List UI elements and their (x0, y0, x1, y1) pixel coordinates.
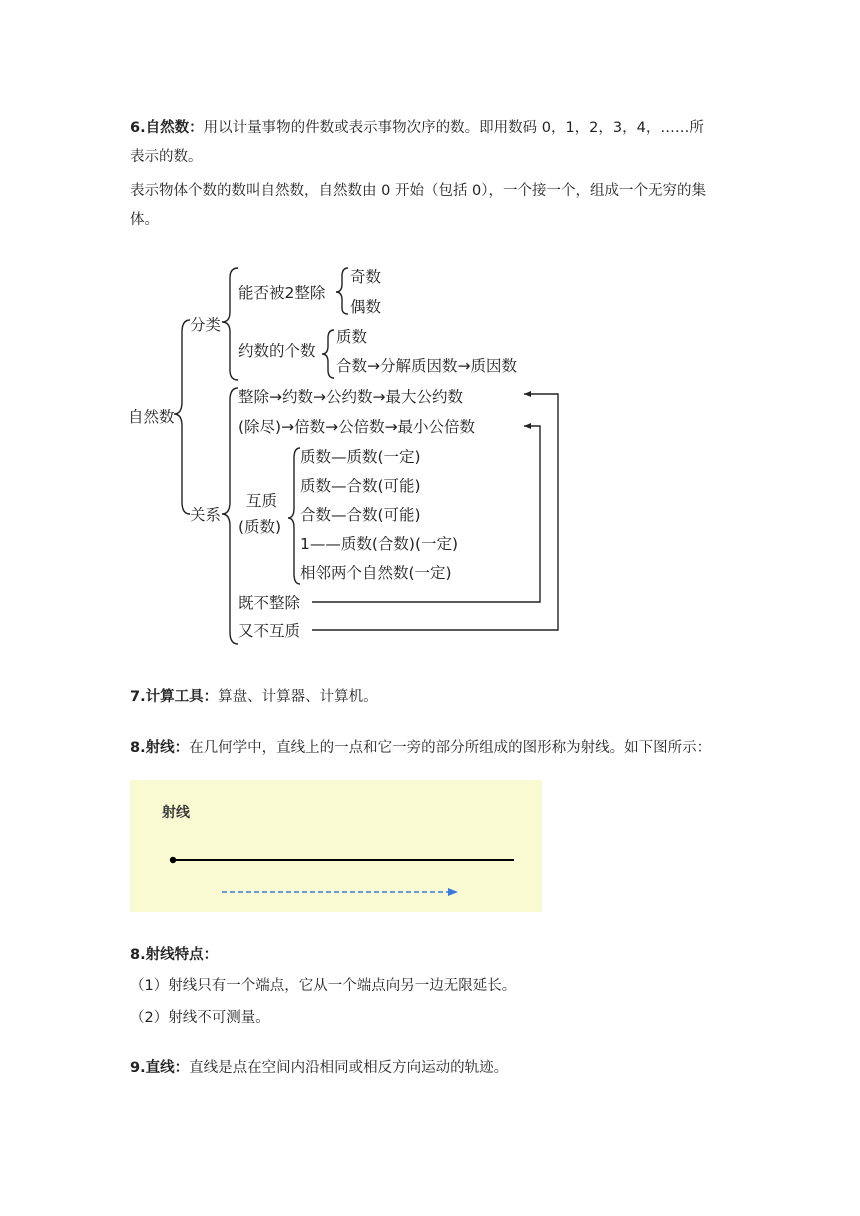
title-colon: ： (189, 120, 204, 136)
section-number: 7. (130, 689, 146, 705)
title-colon: ： (174, 740, 190, 756)
classify-brace (222, 268, 238, 380)
root-label: 自然数 (128, 408, 175, 426)
natural-number-diagram (120, 252, 570, 652)
coprime-item-1: 质数—质数(一定) (300, 448, 421, 466)
feature-item-2: （2）射线不可测量。 (130, 1010, 270, 1026)
prime-label: 质数 (336, 328, 368, 346)
section-text: 直线是点在空间内沿相同或相反方向运动的轨迹。 (189, 1060, 509, 1076)
ray-figure-label: 射线 (162, 805, 190, 821)
even-label: 偶数 (350, 298, 382, 316)
section-title: 计算工具 (145, 689, 204, 705)
explanation-text: 表示物体个数的数叫自然数，自然数由 0 开始（包括 0），一个接一个，组成一个无穷的集 (130, 183, 707, 199)
section-9-line (130, 1058, 508, 1078)
direction-arrowhead (448, 888, 458, 896)
section-title: 自然数 (145, 120, 190, 136)
section-number: 8. (130, 740, 146, 756)
odd-label: 奇数 (350, 268, 382, 286)
definition-text: 用以计量事物的件数或表示事物次序的数。即用数码 0，1，2，3，4，……所 (203, 120, 704, 136)
explanation-text-cont: 体。 (130, 212, 159, 228)
classify-label: 分类 (190, 316, 222, 334)
coprime-brace (288, 448, 300, 584)
section-title: 直线 (145, 1060, 175, 1076)
coprime-item-3: 合数—合数(可能) (300, 506, 421, 524)
section-6-heading-line (130, 118, 704, 138)
relation-label: 关系 (190, 506, 222, 524)
section-number: 6. (130, 120, 146, 136)
multiple-chain: (除尽)→倍数→公倍数→最小公倍数 (238, 418, 476, 436)
composite-chain-label: 合数→分解质因数→质因数 (336, 357, 517, 375)
section-8b-heading (130, 945, 218, 965)
section-title: 射线特点 (145, 947, 204, 963)
ray-figure (130, 780, 542, 912)
coprime-alt-label: (质数) (238, 518, 282, 536)
section-text: 在几何学中，直线上的一点和它一旁的部分所组成的图形称为射线。如下图所示： (189, 740, 712, 756)
coprime-item-2: 质数—合数(可能) (300, 477, 421, 495)
definition-text-cont: 表示的数。 (130, 149, 203, 165)
coprime-item-5: 相邻两个自然数(一定) (300, 564, 452, 582)
relation-brace (222, 388, 238, 644)
section-8-line (130, 738, 711, 758)
prime-composite-brace (322, 330, 334, 378)
coprime-label: 互质 (246, 492, 278, 510)
title-colon: ： (203, 947, 219, 963)
title-colon: ： (174, 1060, 190, 1076)
section-number: 8. (130, 947, 146, 963)
section-title: 射线 (145, 740, 175, 756)
neither-coprime-label: 又不互质 (238, 622, 301, 640)
section-number: 9. (130, 1060, 146, 1076)
neither-divide-label: 既不整除 (238, 594, 301, 612)
divisibility-chain: 整除→约数→公约数→最大公约数 (238, 388, 463, 406)
section-7-line (130, 687, 378, 707)
coprime-item-4: 1——质数(合数)(一定) (300, 535, 459, 553)
feature-item-1: （1）射线只有一个端点，它从一个端点向另一边无限延长。 (130, 978, 517, 994)
ray-drawing (130, 780, 542, 912)
root-brace (174, 320, 190, 514)
divisor-count-label: 约数的个数 (238, 342, 316, 360)
odd-even-brace (336, 268, 348, 314)
section-text: 算盘、计算器、计算机。 (218, 689, 378, 705)
title-colon: ： (203, 689, 219, 705)
div2-label: 能否被2整除 (238, 284, 326, 302)
